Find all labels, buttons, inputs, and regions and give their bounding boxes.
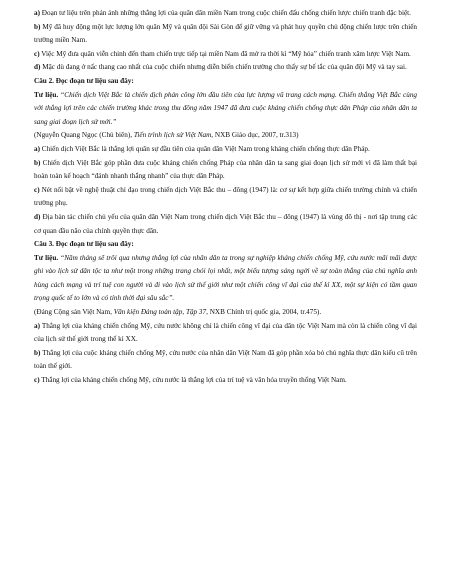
source-prefix: (Nguyễn Quang Ngọc (Chủ biên), [34,131,134,140]
q2-option-c-label: c) [34,185,40,194]
option-a-label: a) [34,9,40,17]
source-prefix: (Đảng Cộng sản Việt Nam, [34,308,114,317]
question-3-heading: Câu 3. Đọc đoạn tư liệu sau đây: [34,240,134,249]
q2-option-a-text: Chiến dịch Việt Bắc là thắng lợi quân sự đầu tiên của quân dân Việt Nam trong kháng chiến chống thực dân Pháp. [41,144,370,153]
excerpt-label: Tư liệu. [34,90,59,99]
q2-option-b-item [34,157,417,184]
option-d-item [34,61,417,75]
q2-option-c-item [34,184,417,211]
question-2-excerpt [34,89,417,130]
q2-option-b-label: b) [34,158,41,167]
option-a-item [34,7,417,21]
source-suffix: , NXB Chính trị quốc gia, 2004, tr.475). [206,308,322,317]
q2-option-a-item [34,143,417,157]
option-c-item [34,48,417,62]
q3-option-b-text: Thắng lợi của cuộc kháng chiến chống Mỹ, cứu nước của nhân dân Việt Nam đã góp phần xóa bỏ chủ nghĩa thực dân kiểu cũ trên toàn thế giới. [34,348,418,371]
excerpt-quote: “Năm tháng sẽ trôi qua nhưng thắng lợi của nhân dân ta trong sự nghiệp kháng chiến chống Mỹ, cứu nước mãi mãi được ghi vào lịch sử dân tộc ta như một trong những trang chói lọi nhất, một biểu tượng sáng ngời về sự toàn thắng của chủ nghĩa anh hùng cách mạng và trí tuệ con người và đi vào lịch sử thế giới như một chiến công vĩ đại của thế kỉ XX, một sự kiện có tầm quan trọng quốc tế to lớn và có tính thời đại sâu sắc”. [34,253,418,303]
source-title: Tiến trình lịch sử Việt Nam [133,131,212,140]
q3-option-c-label: c) [34,376,40,385]
source-title: Văn kiện Đảng toàn tập, Tập 37 [113,308,207,317]
option-b-text: Mỹ đã huy động một lực lượng lớn quân Mỹ và quân đội Sài Gòn để giữ vững và phát huy quyền chủ động chiến lược trên chiến trường miền Nam. [34,22,418,45]
question-2-source [34,129,417,143]
source-suffix: , NXB Giáo dục, 2007, tr.313) [211,131,299,140]
option-b-item [34,21,417,48]
q3-option-a-label: a) [34,321,40,330]
q3-option-a-text: Thắng lợi của kháng chiến chống Mỹ, cứu nước không chỉ là chiến công vĩ đại của dân tộc Việt Nam mà còn là chiến công vĩ đại của lịch sử thế giới trong thế kỉ XX. [34,321,417,344]
excerpt-label: Tư liệu. [34,253,59,262]
option-b-label: b) [34,22,41,31]
q3-option-b-label: b) [34,348,41,357]
question-3-source [34,306,417,320]
option-a-text: Đoạn tư liệu trên phản ánh những thắng lợi của quân dân miền Nam trong cuộc chiến đấu chống chiến lược chiến tranh đặc biệt. [41,9,411,17]
q2-option-c-text: Nét nổi bật về nghệ thuật chỉ đạo trong chiến dịch Việt Bắc thu – đông (1947) là: cơ sự kết hợp giữa chiến trường chính và chiến trường phụ. [34,185,417,208]
q3-option-c-text: Thắng lợi của kháng chiến chống Mỹ, cứu nước là thắng lợi của trí tuệ và văn hóa truyền thống Việt Nam. [41,376,347,385]
question-2-heading: Câu 2. Đọc đoạn tư liệu sau đây: [34,76,134,85]
q2-option-a-label: a) [34,144,40,153]
q2-option-b-text: Chiến dịch Việt Bắc góp phần đưa cuộc kháng chiến chống Pháp của nhân dân ta sang giai đoạn lịch sử mới vì đã làm thất bại hoàn toàn kế hoạch “đánh nhanh thắng nhanh” của thực dân Pháp. [34,158,418,181]
document-page [34,7,417,388]
excerpt-quote: “Chiến dịch Việt Bắc là chiến dịch phản công lớn đầu tiên của lực lượng vũ trang cách mạng. Chiến thắng Việt Bắc cùng với thắng lợi trên các chiến trường khác trong thu đông năm 1947 đã đưa cuộc kháng chiến chống thực dân Pháp của nhân dân ta sang giai đoạn lịch sử mới.” [34,90,418,126]
q3-option-b-item [34,347,417,374]
q2-option-d-item [34,211,417,238]
option-d-text: Mặc dù đang ở nấc thang cao nhất của cuộc chiến nhưng diễn biến chiến trường cho thấy sự bế tắc của quân đội Mỹ và tay sai. [42,63,407,72]
question-3-excerpt [34,252,417,306]
q2-option-d-text: Địa bàn tác chiến chủ yếu của quân dân Việt Nam trong chiến dịch Việt Bắc thu – đông (1947) là vùng đô thị - nơi tập trung các cơ quan đầu não của chính quyền thực dân. [34,212,418,235]
q3-option-c-item [34,374,417,388]
q3-option-a-item [34,320,417,347]
option-c-text: Việc Mỹ đưa quân viễn chinh đến tham chiến trực tiếp tại miền Nam đã mở ra thời kì “Mỹ hóa” chiến tranh xâm lược Việt Nam. [41,49,411,58]
option-c-label: c) [34,49,40,58]
option-d-label: d) [34,63,41,72]
q2-option-d-label: d) [34,212,41,221]
